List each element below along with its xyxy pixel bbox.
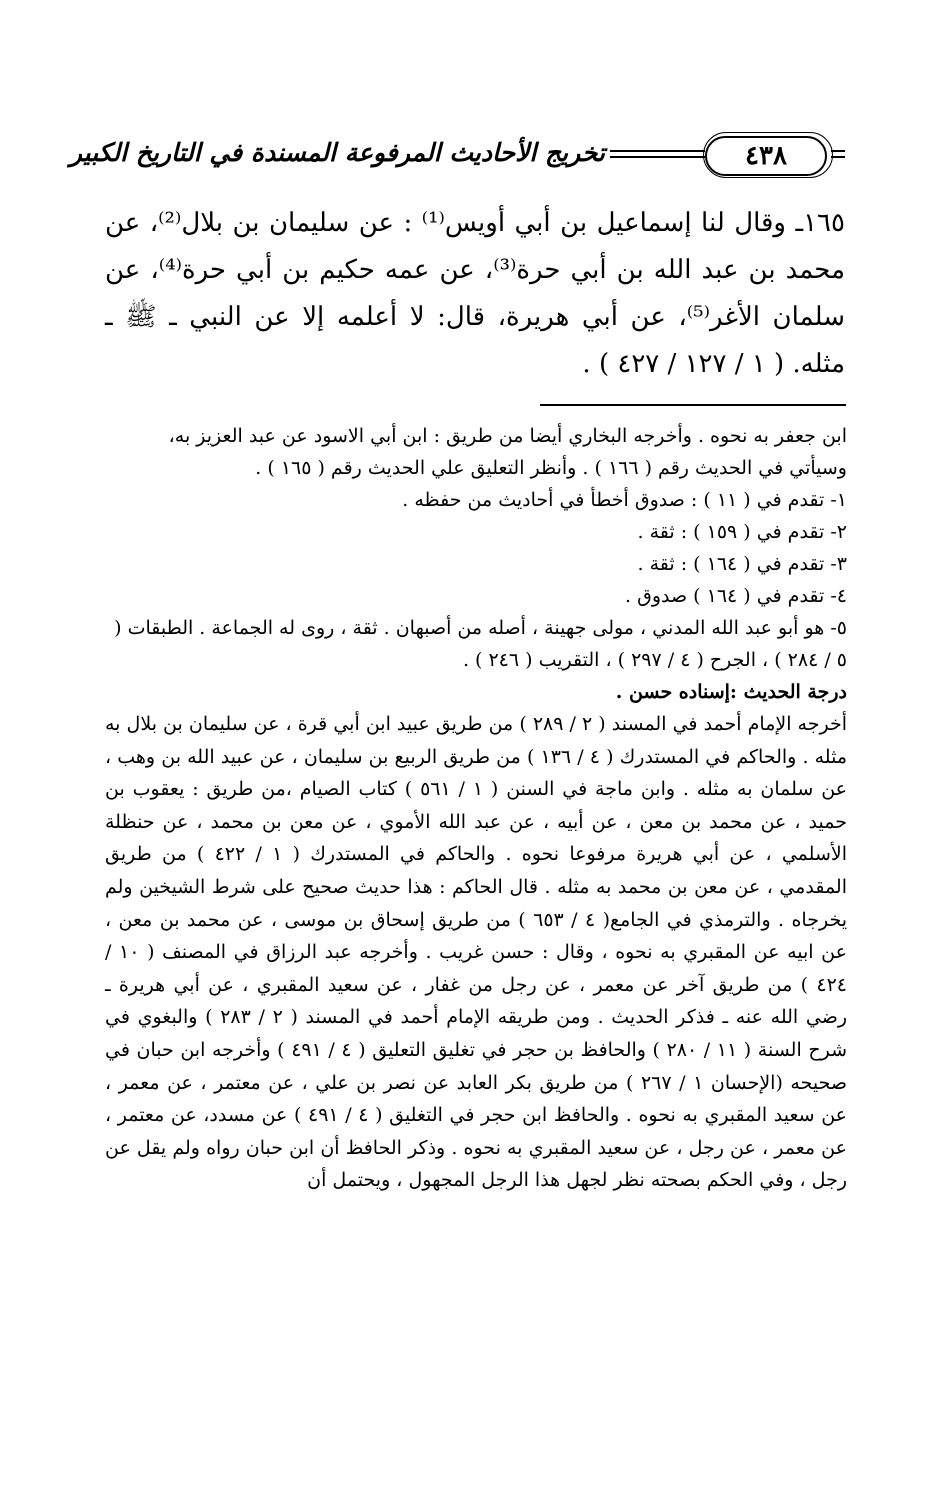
header-rule-right-2 [831,156,845,158]
header-rule-middle [610,150,705,152]
running-header [69,138,845,184]
header-rule-middle-2 [610,156,705,158]
footnote-3: ٣- تقدم في ( ١٦٤ ) : ثقة . [637,553,847,575]
footnote-continuation: ابن جعفر به نحوه . وأخرجه البخاري أيضا من طريق : ابن أبي الاسود عن عبد العزيز به، وسيأتي في الحديث رقم ( ١٦٦ ) . وأنظر التعليق علي الحديث رقم ( ١٦٥ ) . [168,425,847,479]
footnote-5: ٥- هو أبو عبد الله المدني ، مولى جهينة ، أصله من أصبهان . ثقة ، روى له الجماعة . الطبقات ( ٥ / ٢٨٤ ) ، الجرح ( ٤ / ٢٩٧ ) ، التقريب ( ٢٤٦ ) . [114,617,847,671]
footnote-separator [540,404,846,406]
hadith-text: ١٦٥ـ وقال لنا إسماعيل بن أبي أويس⁽¹⁾ : عن سليمان بن بلال⁽²⁾، عن محمد بن عبد الله بن أبي حرة⁽³⁾، عن عمه حكيم بن أبي حرة⁽⁴⁾، عن سلمان الأغر⁽⁵⁾، عن أبي هريرة، قال: لا أعلمه إلا عن النبي ـ ﷺ ـ مثله. ( ١ / ١٢٧ / ٤٢٧ ) . [105,208,846,379]
takhrij-commentary: أخرجه الإمام أحمد في المسند ( ٢ / ٢٨٩ ) من طريق عبيد ابن أبي قرة ، عن سليمان بن بلال به مثله . والحاكم في المستدرك ( ٤ / ١٣٦ ) من طريق الربيع بن سليمان ، عن عبيد الله بن وهب ، عن سلمان به مثله . وابن ماجة في السنن ( ١ / ٥٦١ ) كتاب الصيام ،من طريق : يعقوب بن حميد ، عن محمد بن معن ، عن أبيه ، عن عبد الله الأموي ، عن معن بن محمد ، عن حنظلة الأسلمي ، عن أبي هريرة مرفوعا نحوه . والحاكم في المستدرك ( ١ / ٤٢٢ ) من طريق المقدمي ، عن معن بن محمد به مثله . قال الحاكم : هذا حديث صحيح على شرط الشيخين ولم يخرجاه . والترمذي في الجامع( ٤ / ٦٥٣ ) من طريق إسحاق بن موسى ، عن محمد بن معن ، عن ابيه عن المقبري به نحوه ، وقال : حسن غريب . وأخرجه عبد الرزاق في المصنف ( ١٠ / ٤٢٤ ) من طريق آخر عن معمر ، عن رجل من غفار ، عن سعيد المقبري ، عن أبي هريرة ـ رضي الله عنه ـ فذكر الحديث . ومن طريقه الإمام أحمد في المسند ( ٢ / ٢٨٣ ) والبغوي في شرح السنة ( ١١ / ٢٨٠ ) والحافظ بن حجر في تغليق التعليق ( ٤ / ٤٩١ ) وأخرجه ابن حبان في صحيحه (الإحسان ١ / ٢٦٧ ) من طريق بكر العابد عن نصر بن علي ، عن معتمر ، عن معمر ، عن سعيد المقبري به نحوه . والحافظ ابن حجر في التغليق ( ٤ / ٤٩١ ) عن مسدد، عن معتمر ، عن معمر ، عن رجل ، عن سعيد المقبري به نحوه . وذكر الحافظ أن ابن حبان رواه ولم يقل عن رجل ، وفي الحكم بصحته نظر لجهل هذا الرجل المجهول ، ويحتمل أن [105,713,848,1192]
book-title: تخريج الأحاديث المرفوعة المسندة في التاريخ الكبير [69,138,605,167]
footnote-1: ١- تقدم في ( ١١ ) : صدوق أخطأ في أحاديث من حفظه . [402,489,847,511]
footnote-2: ٢- تقدم في ( ١٥٩ ) : ثقة . [637,521,847,543]
header-rule-right [831,150,845,152]
hadith-body [105,200,845,388]
page-number: ٤٣٨ [705,136,827,176]
footnotes [105,420,847,1197]
footnote-4: ٤- تقدم في ( ١٦٤ ) صدوق . [625,585,847,607]
hadith-grade: درجة الحديث :إسناده حسن . [615,681,847,703]
